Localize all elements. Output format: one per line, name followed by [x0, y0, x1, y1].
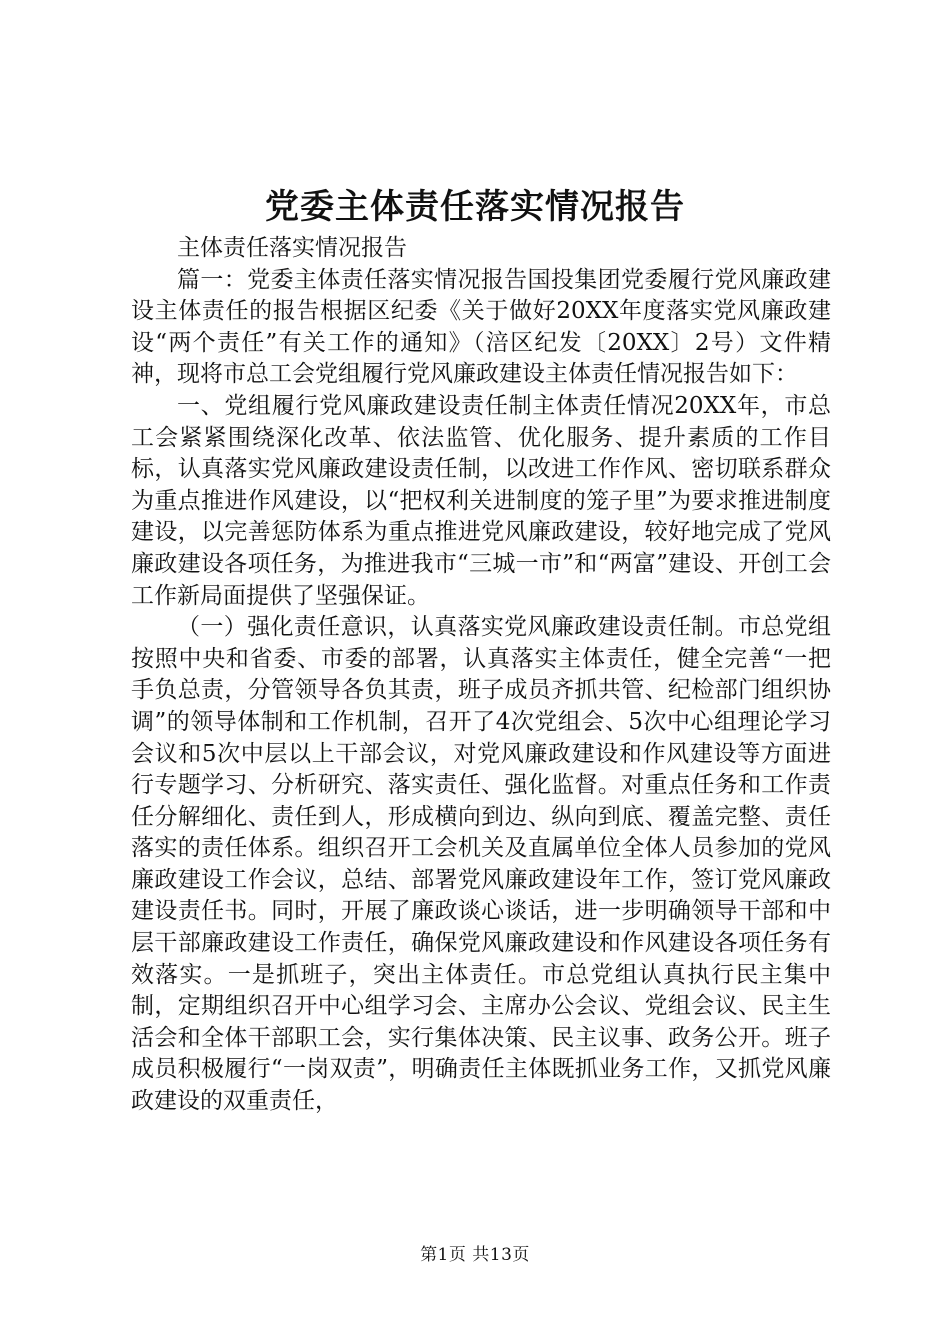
- page-number-footer: 第1页 共13页: [420, 1245, 530, 1265]
- paragraph-section-one: 一、党组履行党风廉政建设责任制主体责任情况20XX年，市总工会紧紧围绕深化改革、依法监管、优化服务、提升素质的工作目标，认真落实党风廉政建设责任制，以改进工作作风、密切联系群众为重点推进作风建设，以“把权利关进制度的笼子里”为要求推进制度建设，以完善惩防体系为重点推进党风廉政建设，较好地完成了党风廉政建设各项任务，为推进我市“三城一市”和“两富”建设、开创工会工作新局面提供了坚强保证。: [131, 392, 831, 609]
- paragraph-subtitle: 主体责任落实情况报告: [177, 235, 407, 261]
- document-title: 党委主体责任落实情况报告: [265, 187, 685, 227]
- paragraph-subsection-one: （一）强化责任意识，认真落实党风廉政建设责任制。市总党组按照中央和省委、市委的部署，认真落实主体责任，健全完善“一把手负总责，分管领导各负其责，班子成员齐抓共管、纪检部门组织协调”的领导体制和工作机制，召开了4次党组会、5次中心组理论学习会议和5次中层以上干部会议，对党风廉政建设和作风建设等方面进行专题学习、分析研究、落实责任、强化监督。对重点任务和工作责任分解细化、责任到人，形成横向到边、纵向到底、覆盖完整、责任落实的责任体系。组织召开工会机关及直属单位全体人员参加的党风廉政建设工作会议，总结、部署党风廉政建设年工作，签订党风廉政建设责任书。同时，开展了廉政谈心谈话，进一步明确领导干部和中层干部廉政建设工作责任，确保党风廉政建设和作风建设各项任务有效落实。一是抓班子，突出主体责任。市总党组认真执行民主集中制，定期组织召开中心组学习会、主席办公会议、党组会议、民主生活会和全体干部职工会，实行集体决策、民主议事、政务公开。班子成员积极履行“一岗双责”，明确责任主体既抓业务工作，又抓党风廉政建设的双重责任，: [131, 614, 831, 1115]
- paragraph-intro: 篇一：党委主体责任落实情况报告国投集团党委履行党风廉政建设主体责任的报告根据区纪委《关于做好20XX年度落实党风廉政建设“两个责任”有关工作的通知》（涪区纪发〔20XX〕2号）文件精神，现将市总工会党组履行党风廉政建设主体责任情况报告如下：: [131, 266, 831, 388]
- document-body: [131, 233, 831, 1118]
